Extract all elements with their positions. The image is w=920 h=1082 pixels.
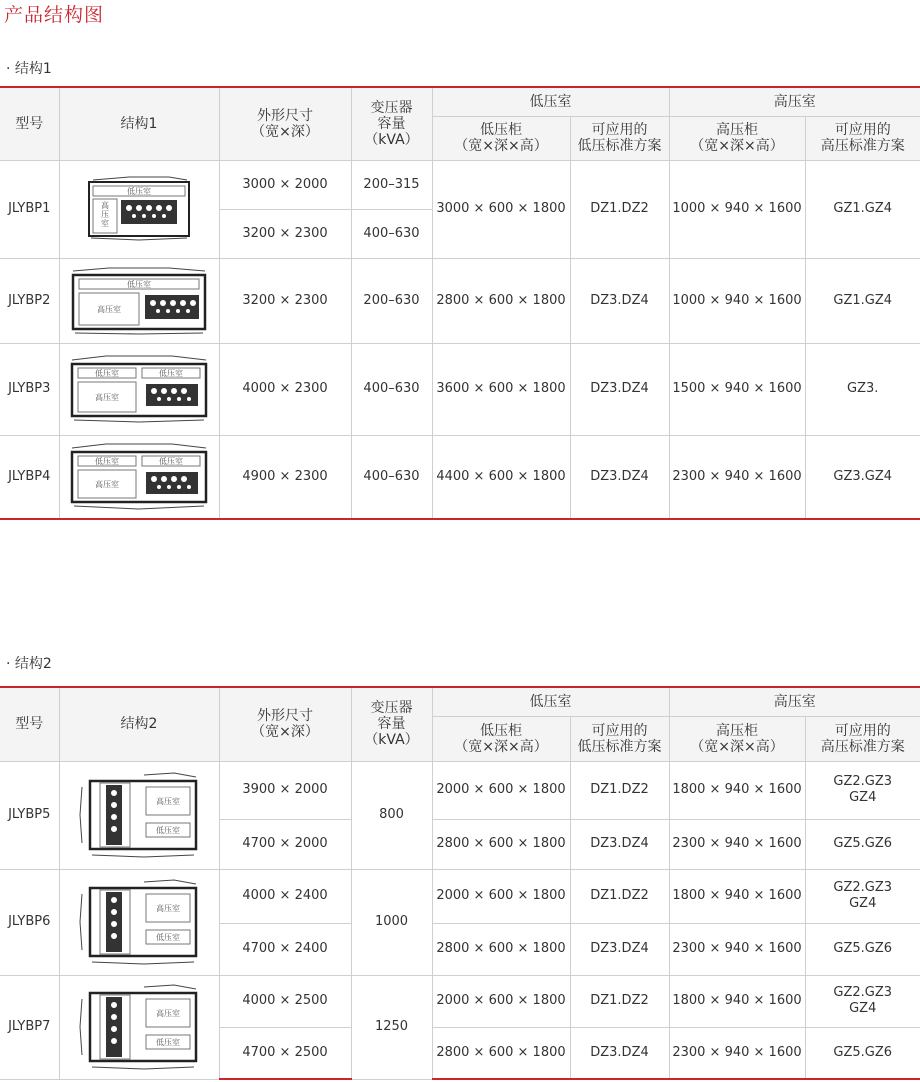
kva-cell: 1000 (351, 869, 432, 975)
header-hv-scheme: 可应用的 高压标准方案 (805, 716, 920, 761)
hv-scheme-cell: GZ5.GZ6 (805, 819, 920, 869)
model-cell: JLYBP5 (0, 761, 59, 869)
lv-scheme-cell: DZ3.DZ4 (570, 258, 669, 343)
diagram-lv-label: 低压室 (127, 279, 151, 289)
hv-cabinet-cell: 1800 × 940 × 1600 (669, 975, 805, 1027)
model-cell: JLYBP7 (0, 975, 59, 1079)
lv-cabinet-cell: 2800 × 600 × 1800 (432, 819, 570, 869)
header-lv-scheme: 可应用的 低压标准方案 (570, 116, 669, 160)
header-lv-cabinet: 低压柜 （宽×深×高） (432, 116, 570, 160)
diagram-lv-label: 低压室 (156, 826, 180, 835)
lv-scheme-cell: DZ3.DZ4 (570, 435, 669, 519)
hv-cabinet-cell: 2300 × 940 × 1600 (669, 1027, 805, 1079)
structure-diagram (66, 442, 212, 512)
lv-cabinet-cell: 3000 × 600 × 1800 (432, 160, 570, 258)
structure-diagram-cell (59, 761, 219, 869)
kva-cell: 800 (351, 761, 432, 869)
hv-cabinet-cell: 1500 × 940 × 1600 (669, 343, 805, 435)
structure-diagram-cell (59, 258, 219, 343)
structure-diagram-cell (59, 435, 219, 519)
table-row (0, 160, 920, 209)
diagram-hv-label: 高压室 (95, 393, 119, 402)
hv-scheme-cell: GZ2.GZ3 GZ4 (805, 975, 920, 1027)
hv-cabinet-cell: 1000 × 940 × 1600 (669, 160, 805, 258)
structure2-table (0, 686, 920, 1080)
lv-scheme-cell: DZ3.DZ4 (570, 819, 669, 869)
header-hv-cabinet: 高压柜 （宽×深×高） (669, 716, 805, 761)
header-hv-room: 高压室 (669, 87, 920, 116)
header-structure: 结构1 (59, 87, 219, 160)
model-cell: JLYBP6 (0, 869, 59, 975)
header-model: 型号 (0, 687, 59, 761)
lv-cabinet-cell: 2000 × 600 × 1800 (432, 869, 570, 923)
header-lv-room: 低压室 (432, 87, 669, 116)
lv-cabinet-cell: 2800 × 600 × 1800 (432, 258, 570, 343)
lv-cabinet-cell: 3600 × 600 × 1800 (432, 343, 570, 435)
structure-diagram-cell (59, 869, 219, 975)
diagram-hv-label: 高压室 (97, 304, 121, 314)
dims-cell: 3200 × 2300 (219, 209, 351, 258)
header-transformer: 变压器 容量 （kVA） (351, 87, 432, 160)
lv-scheme-cell: DZ1.DZ2 (570, 761, 669, 819)
lv-scheme-cell: DZ1.DZ2 (570, 975, 669, 1027)
kva-cell: 400–630 (351, 435, 432, 519)
diagram-lv-label: 低压室 (95, 456, 119, 466)
diagram-lv-label: 低压室 (95, 369, 119, 378)
hv-scheme-cell: GZ2.GZ3 GZ4 (805, 761, 920, 819)
dims-cell: 4000 × 2500 (219, 975, 351, 1027)
table-row (0, 869, 920, 923)
header-lv-cabinet: 低压柜 （宽×深×高） (432, 716, 570, 761)
section1-label: · 结构1 (6, 61, 52, 77)
model-cell: JLYBP3 (0, 343, 59, 435)
structure1-table (0, 86, 920, 520)
dims-cell: 4000 × 2400 (219, 869, 351, 923)
table-row (0, 761, 920, 819)
lv-cabinet-cell: 2800 × 600 × 1800 (432, 923, 570, 975)
hv-scheme-cell: GZ5.GZ6 (805, 923, 920, 975)
hv-cabinet-cell: 1800 × 940 × 1600 (669, 761, 805, 819)
dims-cell: 3000 × 2000 (219, 160, 351, 209)
hv-cabinet-cell: 1000 × 940 × 1600 (669, 258, 805, 343)
structure-diagram-cell (59, 975, 219, 1079)
model-cell: JLYBP4 (0, 435, 59, 519)
header-lv-room: 低压室 (432, 687, 669, 716)
dims-cell: 4000 × 2300 (219, 343, 351, 435)
structure-diagram (69, 267, 209, 335)
structure-diagram (79, 176, 199, 242)
dims-cell: 4700 × 2000 (219, 819, 351, 869)
header-structure: 结构2 (59, 687, 219, 761)
diagram-lv-label: 低压室 (159, 369, 183, 378)
hv-cabinet-cell: 2300 × 940 × 1600 (669, 435, 805, 519)
model-cell: JLYBP1 (0, 160, 59, 258)
table-row (0, 975, 920, 1027)
header-dims: 外形尺寸 （宽×深） (219, 87, 351, 160)
page-title: 产品结构图 (4, 4, 105, 26)
table-row (0, 258, 920, 343)
lv-scheme-cell: DZ1.DZ2 (570, 160, 669, 258)
hv-scheme-cell: GZ3.GZ4 (805, 435, 920, 519)
structure-diagram (66, 354, 212, 424)
header-hv-cabinet: 高压柜 （宽×深×高） (669, 116, 805, 160)
hv-scheme-cell: GZ1.GZ4 (805, 160, 920, 258)
hv-scheme-cell: GZ3. (805, 343, 920, 435)
table-row (0, 343, 920, 435)
diagram-hv-label: 高压室 (156, 797, 180, 806)
dims-cell: 3200 × 2300 (219, 258, 351, 343)
lv-cabinet-cell: 2800 × 600 × 1800 (432, 1027, 570, 1079)
lv-scheme-cell: DZ3.DZ4 (570, 1027, 669, 1079)
lv-cabinet-cell: 2000 × 600 × 1800 (432, 975, 570, 1027)
lv-scheme-cell: DZ1.DZ2 (570, 869, 669, 923)
header-model: 型号 (0, 87, 59, 160)
header-dims: 外形尺寸 （宽×深） (219, 687, 351, 761)
structure-diagram (74, 981, 204, 1073)
lv-scheme-cell: DZ3.DZ4 (570, 343, 669, 435)
kva-cell: 400–630 (351, 209, 432, 258)
hv-scheme-cell: GZ5.GZ6 (805, 1027, 920, 1079)
hv-cabinet-cell: 2300 × 940 × 1600 (669, 923, 805, 975)
header-hv-scheme: 可应用的 高压标准方案 (805, 116, 920, 160)
structure-diagram-cell (59, 343, 219, 435)
lv-cabinet-cell: 4400 × 600 × 1800 (432, 435, 570, 519)
diagram-hv-label: 高压室 (101, 201, 109, 228)
diagram-lv-label: 低压室 (127, 187, 151, 196)
header-lv-scheme: 可应用的 低压标准方案 (570, 716, 669, 761)
lv-scheme-cell: DZ3.DZ4 (570, 923, 669, 975)
dims-cell: 4700 × 2400 (219, 923, 351, 975)
hv-scheme-cell: GZ2.GZ3 GZ4 (805, 869, 920, 923)
diagram-lv-label: 低压室 (156, 933, 180, 942)
kva-cell: 400–630 (351, 343, 432, 435)
structure-diagram-cell (59, 160, 219, 258)
header-hv-room: 高压室 (669, 687, 920, 716)
diagram-hv-label: 高压室 (156, 1009, 180, 1018)
diagram-lv-label: 低压室 (159, 456, 183, 466)
dims-cell: 4900 × 2300 (219, 435, 351, 519)
lv-cabinet-cell: 2000 × 600 × 1800 (432, 761, 570, 819)
structure-diagram (74, 769, 204, 861)
table-row (0, 435, 920, 519)
hv-cabinet-cell: 2300 × 940 × 1600 (669, 819, 805, 869)
hv-cabinet-cell: 1800 × 940 × 1600 (669, 869, 805, 923)
structure-diagram (74, 876, 204, 968)
kva-cell: 1250 (351, 975, 432, 1079)
dims-cell: 3900 × 2000 (219, 761, 351, 819)
dims-cell: 4700 × 2500 (219, 1027, 351, 1079)
diagram-hv-label: 高压室 (156, 904, 180, 913)
header-transformer: 变压器 容量 （kVA） (351, 687, 432, 761)
kva-cell: 200–315 (351, 160, 432, 209)
kva-cell: 200–630 (351, 258, 432, 343)
section2-label: · 结构2 (6, 656, 52, 672)
model-cell: JLYBP2 (0, 258, 59, 343)
hv-scheme-cell: GZ1.GZ4 (805, 258, 920, 343)
diagram-hv-label: 高压室 (95, 479, 119, 489)
diagram-lv-label: 低压室 (156, 1038, 180, 1047)
